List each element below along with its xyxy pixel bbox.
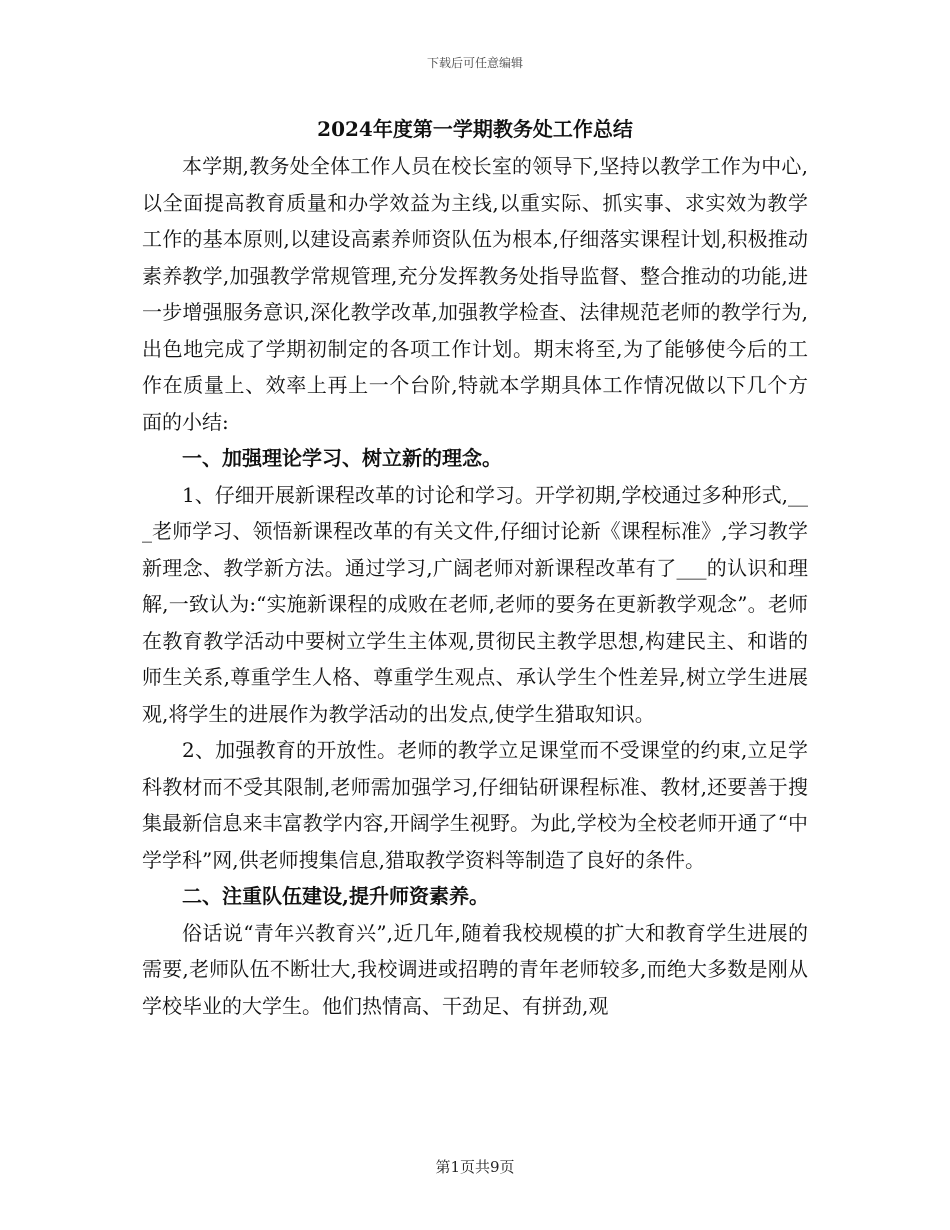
document-body: [142, 110, 808, 1024]
page-number: 第1页共9页: [435, 1158, 515, 1176]
section-2-paragraph-1: 俗话说“青年兴教育兴”,近几年,随着我校规模的扩大和教育学生进展的需要,老师队伍不断壮大,我校调进或招聘的青年老师较多,而绝大多数是刚从学校毕业的大学生。他们热情高、干劲足、有拼劲,观: [142, 920, 808, 1018]
section-2-heading: 二、注重队伍建设,提升师资素养。: [182, 884, 489, 908]
header-note: 下载后可任意编辑: [426, 56, 523, 70]
section-1-paragraph-2: 2、加强教育的开放性。老师的教学立足课堂而不受课堂的约束,立足学科教材而不受其限制,老师需加强学习,仔细钻研课程标准、教材,还要善于搜集最新信息来丰富教学内容,开阔学生视野。为此,学校为全校老师开通了“中学学科”网,供老师搜集信息,猎取教学资料等制造了良好的条件。: [142, 738, 808, 872]
document-title: 2024年度第一学期教务处工作总结: [317, 117, 633, 141]
section-1-heading: 一、加强理论学习、树立新的理念。: [182, 446, 502, 470]
intro-paragraph: 本学期,教务处全体工作人员在校长室的领导下,坚持以教学工作为中心,以全面提高教育质量和办学效益为主线,以重实际、抓实事、求实效为教学工作的基本原则,以建设高素养师资队伍为根本,仔细落实课程计划,积极推动素养教学,加强教学常规管理,充分发挥教务处指导监督、整合推动的功能,进一步增强服务意识,深化教学改革,加强教学检查、法律规范老师的教学行为,出色地完成了学期初制定的各项工作计划。期末将至,为了能够使今后的工作在质量上、效率上再上一个台阶,特就本学期具体工作情况做以下几个方面的小结:: [142, 154, 808, 434]
section-1-paragraph-1: 1、仔细开展新课程改革的讨论和学习。开学初期,学校通过多种形式,___老师学习、领悟新课程改革的有关文件,仔细讨论新《课程标准》,学习教学新理念、教学新方法。通过学习,广阔老师对新课程改革有了___的认识和理解,一致认为:“实施新课程的成败在老师,老师的要务在更新教学观念”。老师在教育教学活动中要树立学生主体观,贯彻民主教学思想,构建民主、和谐的师生关系,尊重学生人格、尊重学生观点、承认学生个性差异,树立学生进展观,将学生的进展作为教学活动的出发点,使学生猎取知识。: [142, 482, 808, 726]
